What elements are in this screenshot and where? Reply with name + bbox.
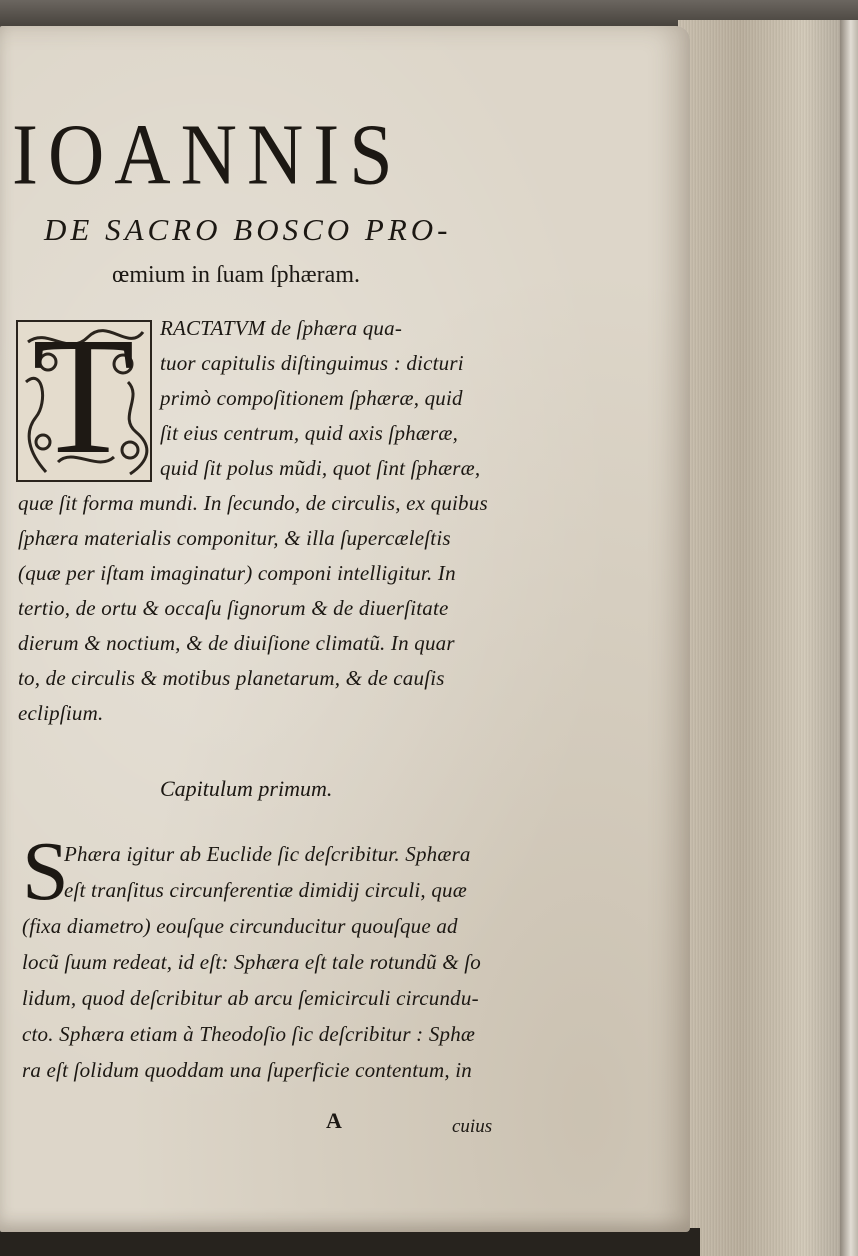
signature-mark: A <box>326 1108 342 1133</box>
chapter-line: Phæra igitur ab Euclide ſic deſcribitur. Sphæra <box>64 842 471 866</box>
proemium-line: quæ ſit forma mundi. In ſecundo, de circulis, ex quibus <box>18 491 488 515</box>
proemium-line: ſit eius centrum, quid axis ſphæræ, <box>160 421 459 445</box>
proemium-line: eclipſium. <box>18 701 104 725</box>
chapter-line: eſt tranſitus circunferentiæ dimidij circuli, quæ <box>64 878 467 902</box>
background-bottom <box>0 1228 700 1256</box>
proemium-line: to, de circulis & motibus planetarum, & de cauſis <box>18 666 445 690</box>
initial-letter: T <box>32 320 135 482</box>
proemium-line: ſphæra materialis componitur, & illa ſupercæleſtis <box>18 526 451 550</box>
title-main: IOANNIS <box>12 105 403 203</box>
proemium-line: (quæ per iſtam imaginatur) componi intelligitur. In <box>18 561 456 585</box>
chapter-line: ra eſt ſolidum quoddam una ſuperficie contentum, in <box>22 1058 472 1082</box>
title-subtitle-cont: œmium in ſuam ſphæram. <box>112 262 360 288</box>
proemium-line: tertio, de ortu & occaſu ſignorum & de diuerſitate <box>18 596 449 620</box>
page-block-edge <box>678 20 858 1256</box>
proemium-line: primò compoſitionem ſphæræ, quid <box>160 386 463 410</box>
decorated-initial <box>16 320 152 482</box>
book-page <box>0 26 690 1232</box>
chapter-line: lidum, quod deſcribitur ab arcu ſemicirculi circundu- <box>22 986 479 1010</box>
chapter-line: locũ ſuum redeat, id eſt: Sphæra eſt tale rotundũ & ſo <box>22 950 481 974</box>
proemium-line: dierum & noctium, & de diuiſione climatũ. In quar <box>18 631 455 655</box>
title-subtitle: DE SACRO BOSCO PRO- <box>44 212 452 247</box>
chapter-line: (fixa diametro) eouſque circunducitur quouſque ad <box>22 914 458 938</box>
book-cover-edge <box>840 20 858 1256</box>
chapter-initial: S <box>22 825 69 918</box>
catchword: cuius <box>452 1116 493 1137</box>
proemium-line: tuor capitulis diſtinguimus : dicturi <box>160 351 464 375</box>
chapter-title: Capitulum primum. <box>160 776 333 801</box>
proemium-line: RACTATVM de ſphæra qua- <box>160 316 403 340</box>
proemium-line: quid ſit polus mũdi, quot ſint ſphæræ, <box>160 456 481 480</box>
chapter-line: cto. Sphæra etiam à Theodoſio ſic deſcribitur : Sphæ <box>22 1022 476 1046</box>
